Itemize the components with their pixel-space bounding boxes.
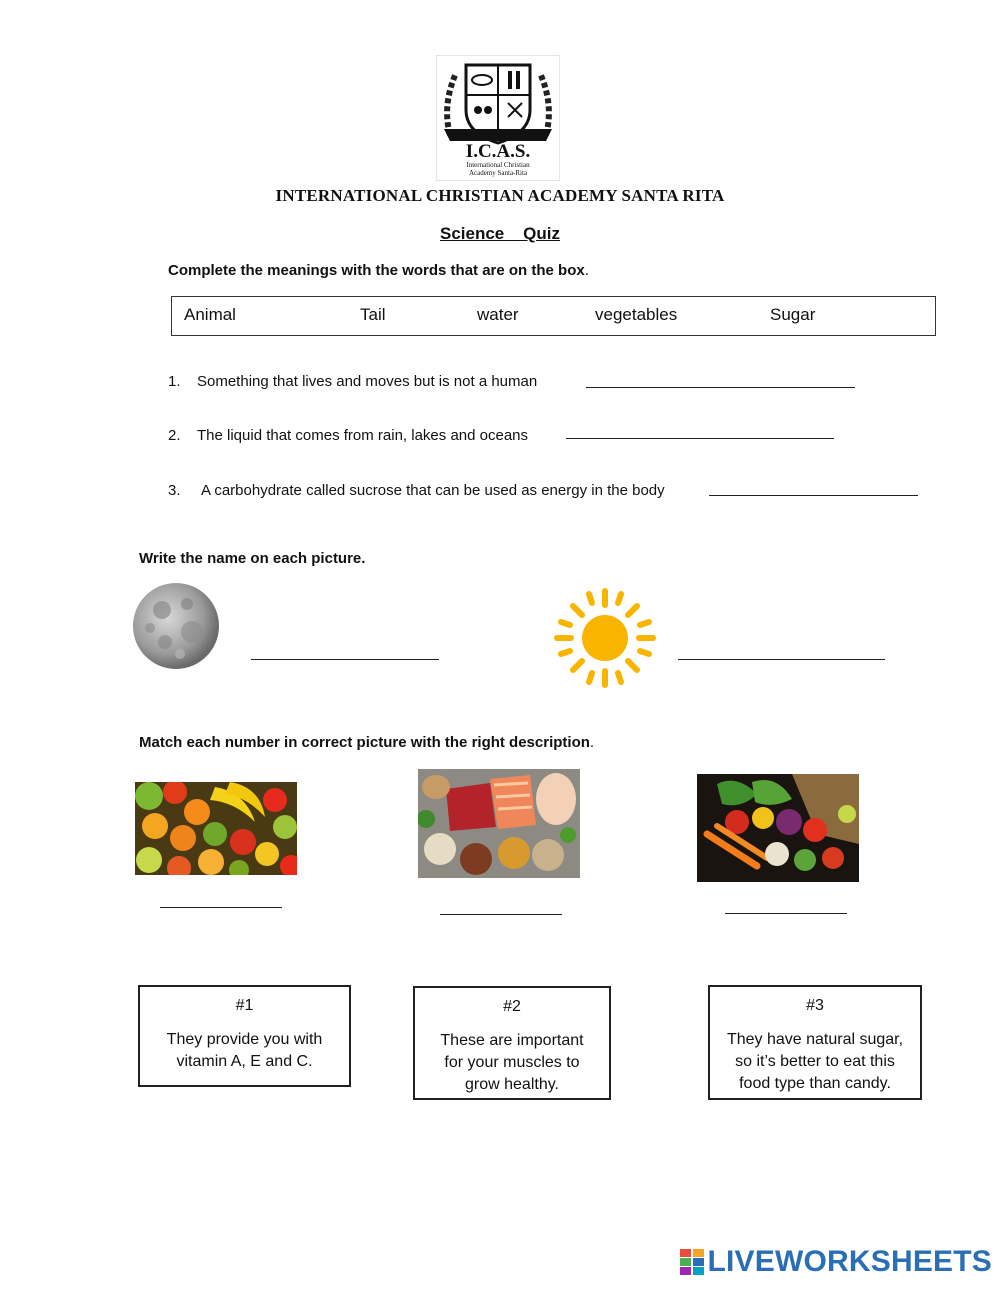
quiz-title: Science Quiz [440,224,560,243]
description-box-2 [413,986,611,1100]
description-box-1 [138,985,351,1087]
proteins-answer-blank[interactable] [440,914,562,915]
moon-image [132,582,220,675]
word-bank-item: Sugar [770,305,816,324]
sun-icon [553,588,657,693]
question-text: Something that lives and moves but is not a human [197,373,538,390]
section2-heading: Write the name on each picture. [139,550,366,567]
question-text: A carbohydrate called sucrose that can be used as energy in the body [201,482,665,499]
word-bank-item: Tail [360,305,386,324]
word-bank-item: Animal [184,305,236,324]
description-text: They have natural sugar, so it’s better to eat this food type than candy. [726,1031,904,1092]
description-number: #1 [235,997,254,1014]
school-name: INTERNATIONAL CHRISTIAN ACADEMY SANTA RITA [275,186,725,205]
answer-blank-1[interactable] [586,387,855,388]
protein-foods-image [418,769,580,878]
description-number: #3 [806,997,824,1014]
question-text: The liquid that comes from rain, lakes and oceans [197,427,529,444]
question-number: 1. [168,373,181,390]
moon-answer-blank[interactable] [251,659,439,660]
answer-blank-3[interactable] [709,495,918,496]
school-logo [436,55,560,181]
vegetables-image [697,774,859,882]
section3-heading: Match each number in correct picture with the right description. [139,734,595,751]
word-bank-item: water [477,305,519,324]
description-text: These are important for your muscles to grow healthy. [440,1032,584,1093]
description-text: They provide you with vitamin A, E and C. [166,1031,323,1070]
logo-text: I.C.A.S. [465,141,531,162]
question-number: 2. [168,427,181,444]
description-number: #2 [503,998,521,1015]
vegetables-answer-blank[interactable] [725,913,847,914]
liveworksheets-icon [680,1249,704,1275]
word-bank [171,296,936,336]
liveworksheets-brand: LIVEWORKSHEETS [707,1245,992,1278]
fruits-image [135,782,297,875]
fruits-answer-blank[interactable] [160,907,282,908]
sun-answer-blank[interactable] [678,659,885,660]
section1-instruction: Complete the meanings with the words that are on the box. [168,262,589,279]
liveworksheets-logo [680,1245,993,1279]
word-bank-item: vegetables [595,305,678,324]
answer-blank-2[interactable] [566,438,834,439]
description-box-3 [708,985,922,1100]
question-number: 3. [168,482,181,499]
logo-subtitle: International Christian Academy Santa-Rita [466,161,530,177]
